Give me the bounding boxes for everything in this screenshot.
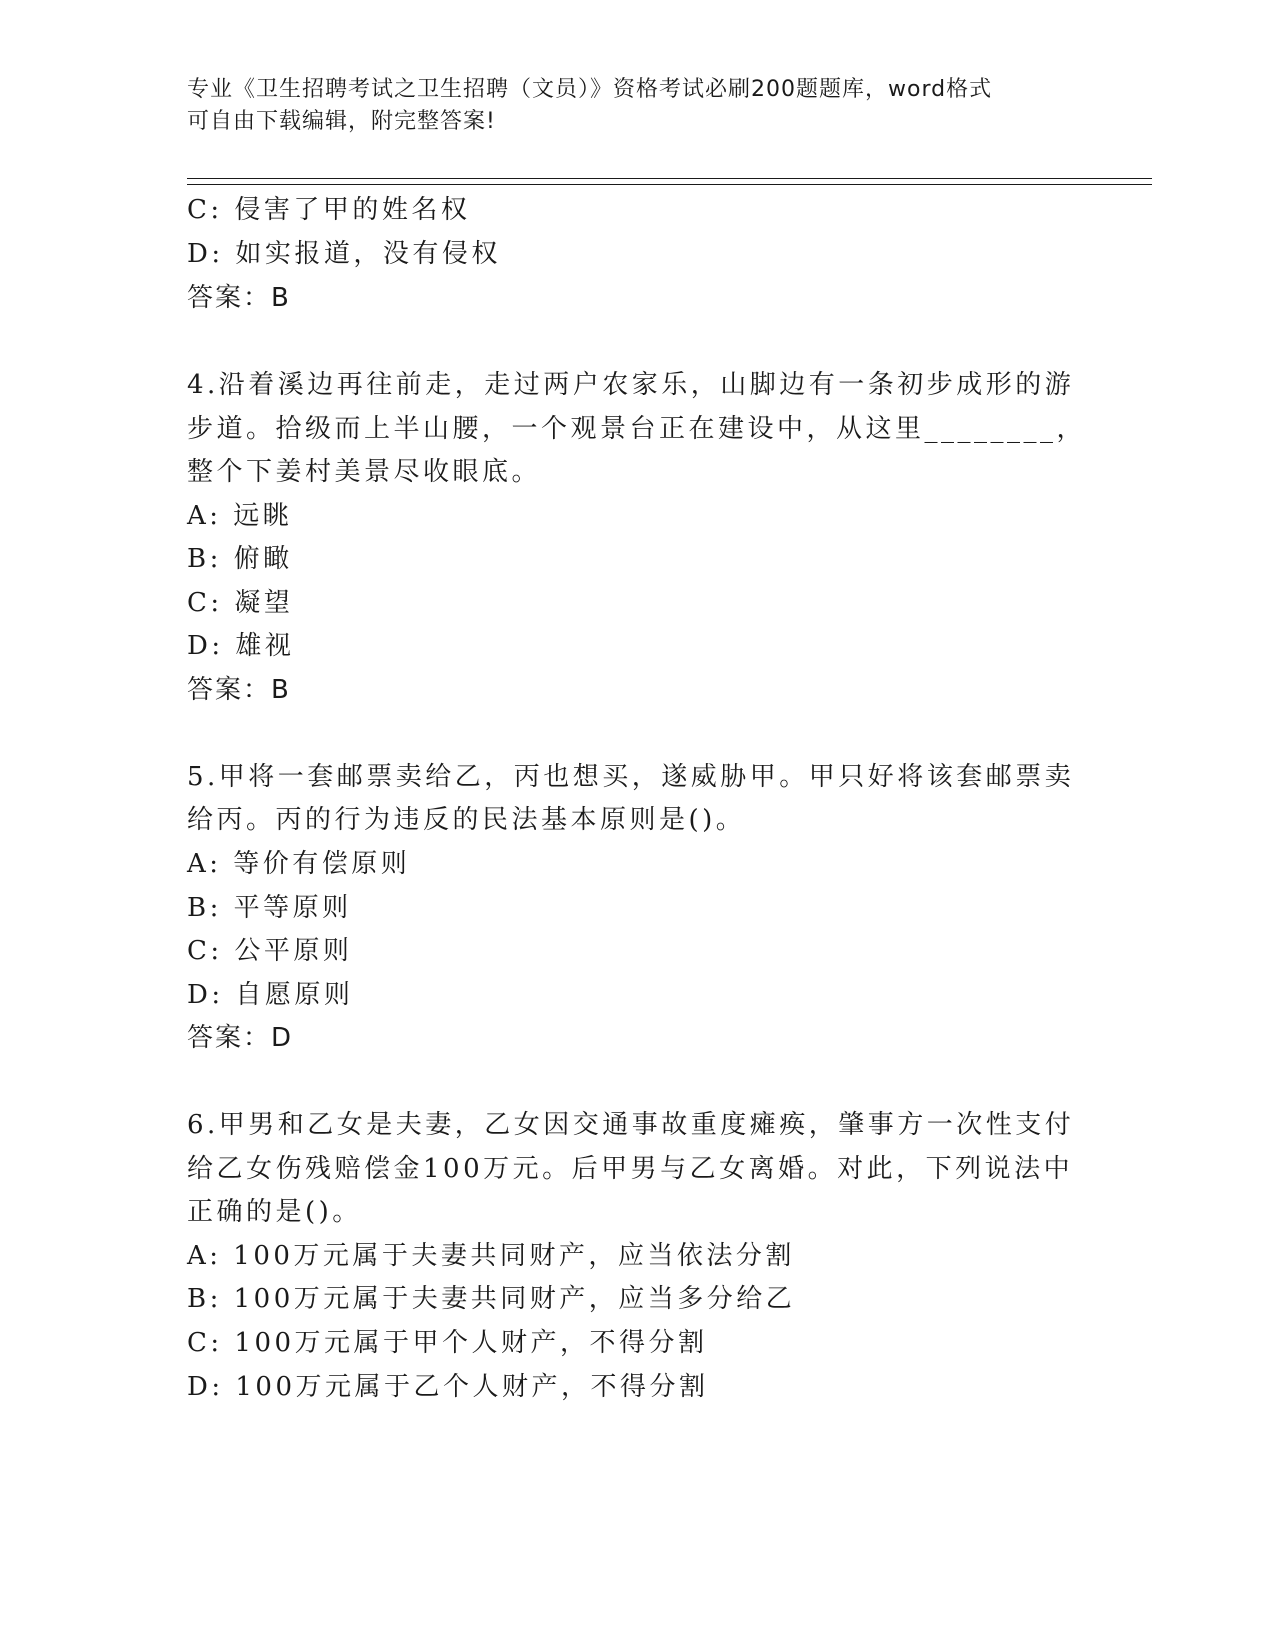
q5-option-c: C: 公平原则 — [187, 936, 353, 966]
q6-option-c: C: 100万元属于甲个人财产，不得分割 — [187, 1328, 708, 1358]
header-line-1: 专业《卫生招聘考试之卫生招聘（文员）》资格考试必刷200题题库，word格式 — [187, 77, 993, 102]
header-divider-top — [187, 178, 1152, 179]
q6-option-b: B: 100万元属于夫妻共同财产，应当多分给乙 — [187, 1284, 796, 1314]
header-line-2: 可自由下载编辑，附完整答案! — [187, 109, 496, 134]
q5-stem-line-1: 5.甲将一套邮票卖给乙，丙也想买，遂威胁甲。甲只好将该套邮票卖 — [187, 762, 1075, 792]
q3-option-d: D: 如实报道，没有侵权 — [187, 239, 501, 269]
q5-answer: 答案：D — [187, 1023, 294, 1053]
q6-stem-line-3: 正确的是()。 — [187, 1197, 362, 1227]
q4-option-b: B: 俯瞰 — [187, 544, 293, 574]
q6-stem-line-2: 给乙女伤残赔偿金100万元。后甲男与乙女离婚。对此，下列说法中 — [187, 1154, 1074, 1184]
header-divider-bottom — [187, 184, 1152, 185]
q4-stem-line-2: 步道。拾级而上半山腰，一个观景台正在建设中，从这里________， — [187, 414, 1087, 444]
q4-answer: 答案：B — [187, 675, 291, 705]
q6-option-a: A: 100万元属于夫妻共同财产，应当依法分割 — [187, 1241, 795, 1271]
page-header — [187, 74, 1067, 138]
q3-option-c: C: 侵害了甲的姓名权 — [187, 195, 471, 225]
q5-option-a: A: 等价有偿原则 — [187, 849, 411, 879]
q5-option-b: B: 平等原则 — [187, 893, 352, 923]
q4-option-d: D: 雄视 — [187, 631, 295, 661]
q5-stem-line-2: 给丙。丙的行为违反的民法基本原则是()。 — [187, 805, 746, 835]
q6-stem-line-1: 6.甲男和乙女是夫妻，乙女因交通事故重度瘫痪，肇事方一次性支付 — [187, 1110, 1075, 1140]
q4-stem-line-3: 整个下姜村美景尽收眼底。 — [187, 457, 542, 487]
q6-option-d: D: 100万元属于乙个人财产，不得分割 — [187, 1372, 709, 1402]
q4-stem-line-1: 4.沿着溪边再往前走，走过两户农家乐，山脚边有一条初步成形的游 — [187, 370, 1075, 400]
q4-option-a: A: 远眺 — [187, 501, 293, 531]
q3-answer: 答案：B — [187, 283, 291, 313]
q5-option-d: D: 自愿原则 — [187, 980, 354, 1010]
q4-option-c: C: 凝望 — [187, 588, 294, 618]
